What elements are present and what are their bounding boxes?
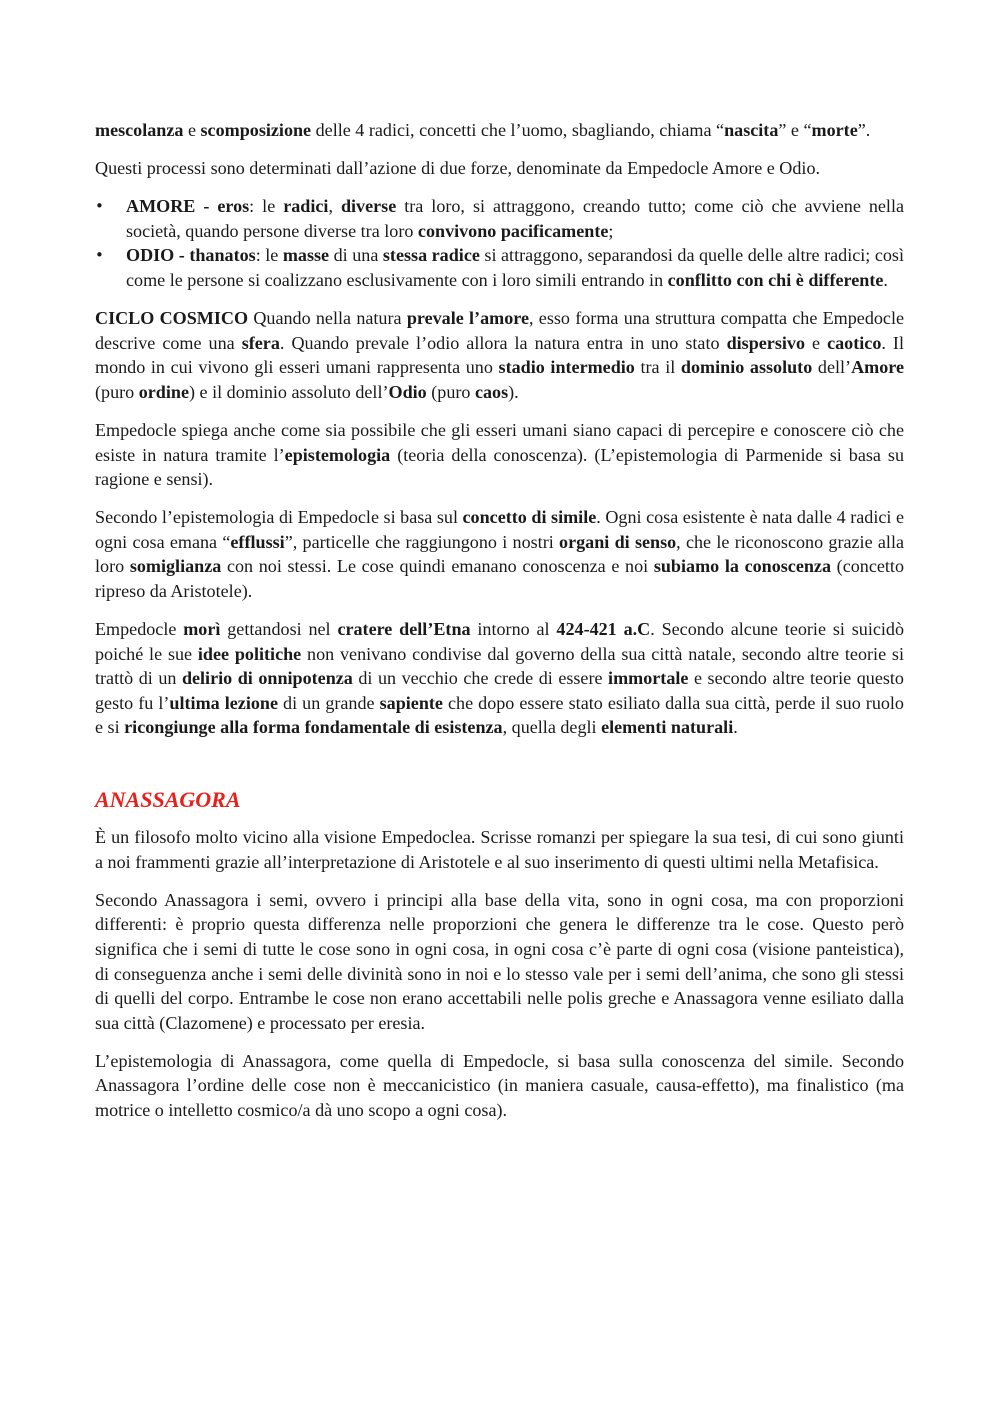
bold-text: stadio intermedio: [498, 357, 635, 378]
bold-text: Odio: [388, 381, 427, 402]
bold-text: morì: [183, 619, 221, 640]
forces-list: [95, 194, 904, 292]
paragraph-anassagora-seeds: Secondo Anassagora i semi, ovvero i principi alla base della vita, sono in ogni cosa, ma con proporzioni differenti: è proprio questa differenza nelle proporzioni che genera le differenze tra le cose. Questo però significa che i semi di tutte le cose sono in ogni cosa, in ogni cosa c’è parte di ogni cosa (visione panteistica), di conseguenza anche i semi delle divinità sono in noi e lo stesso vale per i semi dell’anima, che sono gli stessi di quelli del corpo. Entrambe le cose non erano accettabili nelle polis greche e Anassagora venne esiliato dalla sua città (Clazomene) e processato per eresia.: [95, 889, 904, 1033]
bold-text: CICLO COSMICO: [95, 308, 249, 329]
paragraph-forces: Questi processi sono determinati dall’azione di due forze, denominate da Empedocle Amore e Odio.: [95, 158, 821, 179]
paragraph-death: Empedocle morì gettandosi nel cratere dell’Etna intorno al 424-421 a.C. Secondo alcune teorie si suicidò poiché le sue idee politiche non venivano condivise dal governo della sua città natale, secondo altre teorie si trattò di un delirio di onnipotenza di un vecchio che crede di essere immortale e secondo altre teorie questo gesto fu l’ultima lezione di un grande sapiente che dopo essere stato esiliato dalla sua città, perde il suo ruolo e si ricongiunge alla forma fondamentale di esistenza, quella degli elementi naturali.: [95, 619, 904, 738]
bold-text: convivono pacificamente: [417, 220, 609, 241]
bold-text: efflussi: [230, 531, 285, 552]
paragraph-epistemology-intro: Empedocle spiega anche come sia possibile che gli esseri umani siano capaci di percepire e conoscere ciò che esiste in natura tramite l’epistemologia (teoria della conoscenza). (L’epistemologia di Parmenide si basa su ragione e sensi).: [95, 419, 904, 490]
bold-text: concetto di simile: [462, 507, 597, 528]
bold-text: morte: [811, 120, 858, 140]
bold-text: dispersivo: [726, 332, 805, 353]
list-item-amore: • AMORE - eros: le radici, diverse tra loro, si attraggono, creando tutto; come ciò che avviene nella società, quando persone diverse tra loro convivono pacificamente;: [95, 194, 904, 243]
bold-text: sfera: [241, 332, 280, 353]
paragraph-anassagora-epistemology: L’epistemologia di Anassagora, come quella di Empedocle, si basa sulla conoscenza del simile. Secondo Anassagora l’ordine delle cose non è meccanicistico (in maniera casuale, causa-effetto), ma finalistico (ma motrice o intelletto cosmico/a dà uno scopo a ogni cosa).: [95, 1050, 904, 1120]
bold-text: radici: [283, 196, 329, 217]
bold-text: dominio assoluto: [680, 357, 813, 378]
bold-text: masse: [282, 245, 330, 266]
bold-text: elementi naturali: [601, 717, 734, 738]
bold-text: somiglianza: [129, 556, 222, 577]
paragraph-anassagora-intro: È un filosofo molto vicino alla visione Empedoclea. Scrisse romanzi per spiegare la sua tesi, di cui sono giunti a noi frammenti grazie all’interpretazione di Aristotele e al suo inserimento di questi ultimi nella Metafisica.: [95, 827, 904, 872]
bold-text: idee politiche: [197, 643, 302, 664]
bold-text: cratere dell’Etna: [337, 619, 471, 640]
bold-text: delirio di onnipotenza: [181, 668, 353, 689]
list-item-odio: • ODIO - thanatos: le masse di una stessa radice si attraggono, separandosi da quelle delle altre radici; così come le persone si coalizzano esclusivamente con i loro simili entrando in conflitto con chi è differente.: [95, 243, 904, 292]
section-heading-anassagora: ANASSAGORA: [95, 787, 241, 813]
bold-text: mescolanza: [95, 120, 184, 140]
bold-text: conflitto con chi è differente: [667, 269, 884, 290]
document-body: [95, 118, 904, 1136]
bold-text: sapiente: [379, 692, 443, 713]
bold-text: prevale l’amore: [406, 308, 529, 329]
bold-text: nascita: [724, 120, 779, 140]
bold-text: Amore: [851, 357, 904, 378]
bold-text: stessa radice: [382, 245, 480, 266]
paragraph-similar-concept: Secondo l’epistemologia di Empedocle si basa sul concetto di simile. Ogni cosa esistente è nata dalle 4 radici e ogni cosa emana “efflussi”, particelle che raggiungono i nostri organi di senso, che le riconoscono grazie alla loro somiglianza con noi stessi. Le cose quindi emanano conoscenza e noi subiamo la conoscenza (concetto ripreso da Aristotele).: [95, 507, 904, 601]
bold-text: caotico: [827, 332, 882, 353]
bold-text: diverse: [340, 196, 397, 217]
bold-text: caos: [474, 381, 509, 402]
bold-text: ultima lezione: [169, 692, 278, 713]
bold-text: AMORE - eros: [126, 196, 250, 217]
bold-text: subiamo la conoscenza: [653, 556, 832, 577]
paragraph-mixture: mescolanza e scomposizione delle 4 radici, concetti che l’uomo, sbagliando, chiama “nascita” e “morte”.: [95, 120, 871, 140]
bold-text: ordine: [138, 381, 189, 402]
bold-text: epistemologia: [284, 444, 391, 465]
bold-text: scomposizione: [200, 120, 312, 140]
bold-text: ODIO - thanatos: [126, 245, 256, 266]
bold-text: ricongiunge alla forma fondamentale di esistenza: [124, 717, 503, 738]
bold-text: immortale: [608, 668, 689, 689]
paragraph-cosmic-cycle: CICLO COSMICO Quando nella natura prevale l’amore, esso forma una struttura compatta che Empedocle descrive come una sfera. Quando prevale l’odio allora la natura entra in uno stato dispersivo e caotico. Il mondo in cui vivono gli esseri umani rappresenta uno stadio intermedio tra il dominio assoluto dell’Amore (puro ordine) e il dominio assoluto dell’Odio (puro caos).: [95, 308, 905, 402]
bold-text: 424-421 a.C: [556, 619, 651, 640]
bold-text: organi di senso: [559, 531, 677, 552]
